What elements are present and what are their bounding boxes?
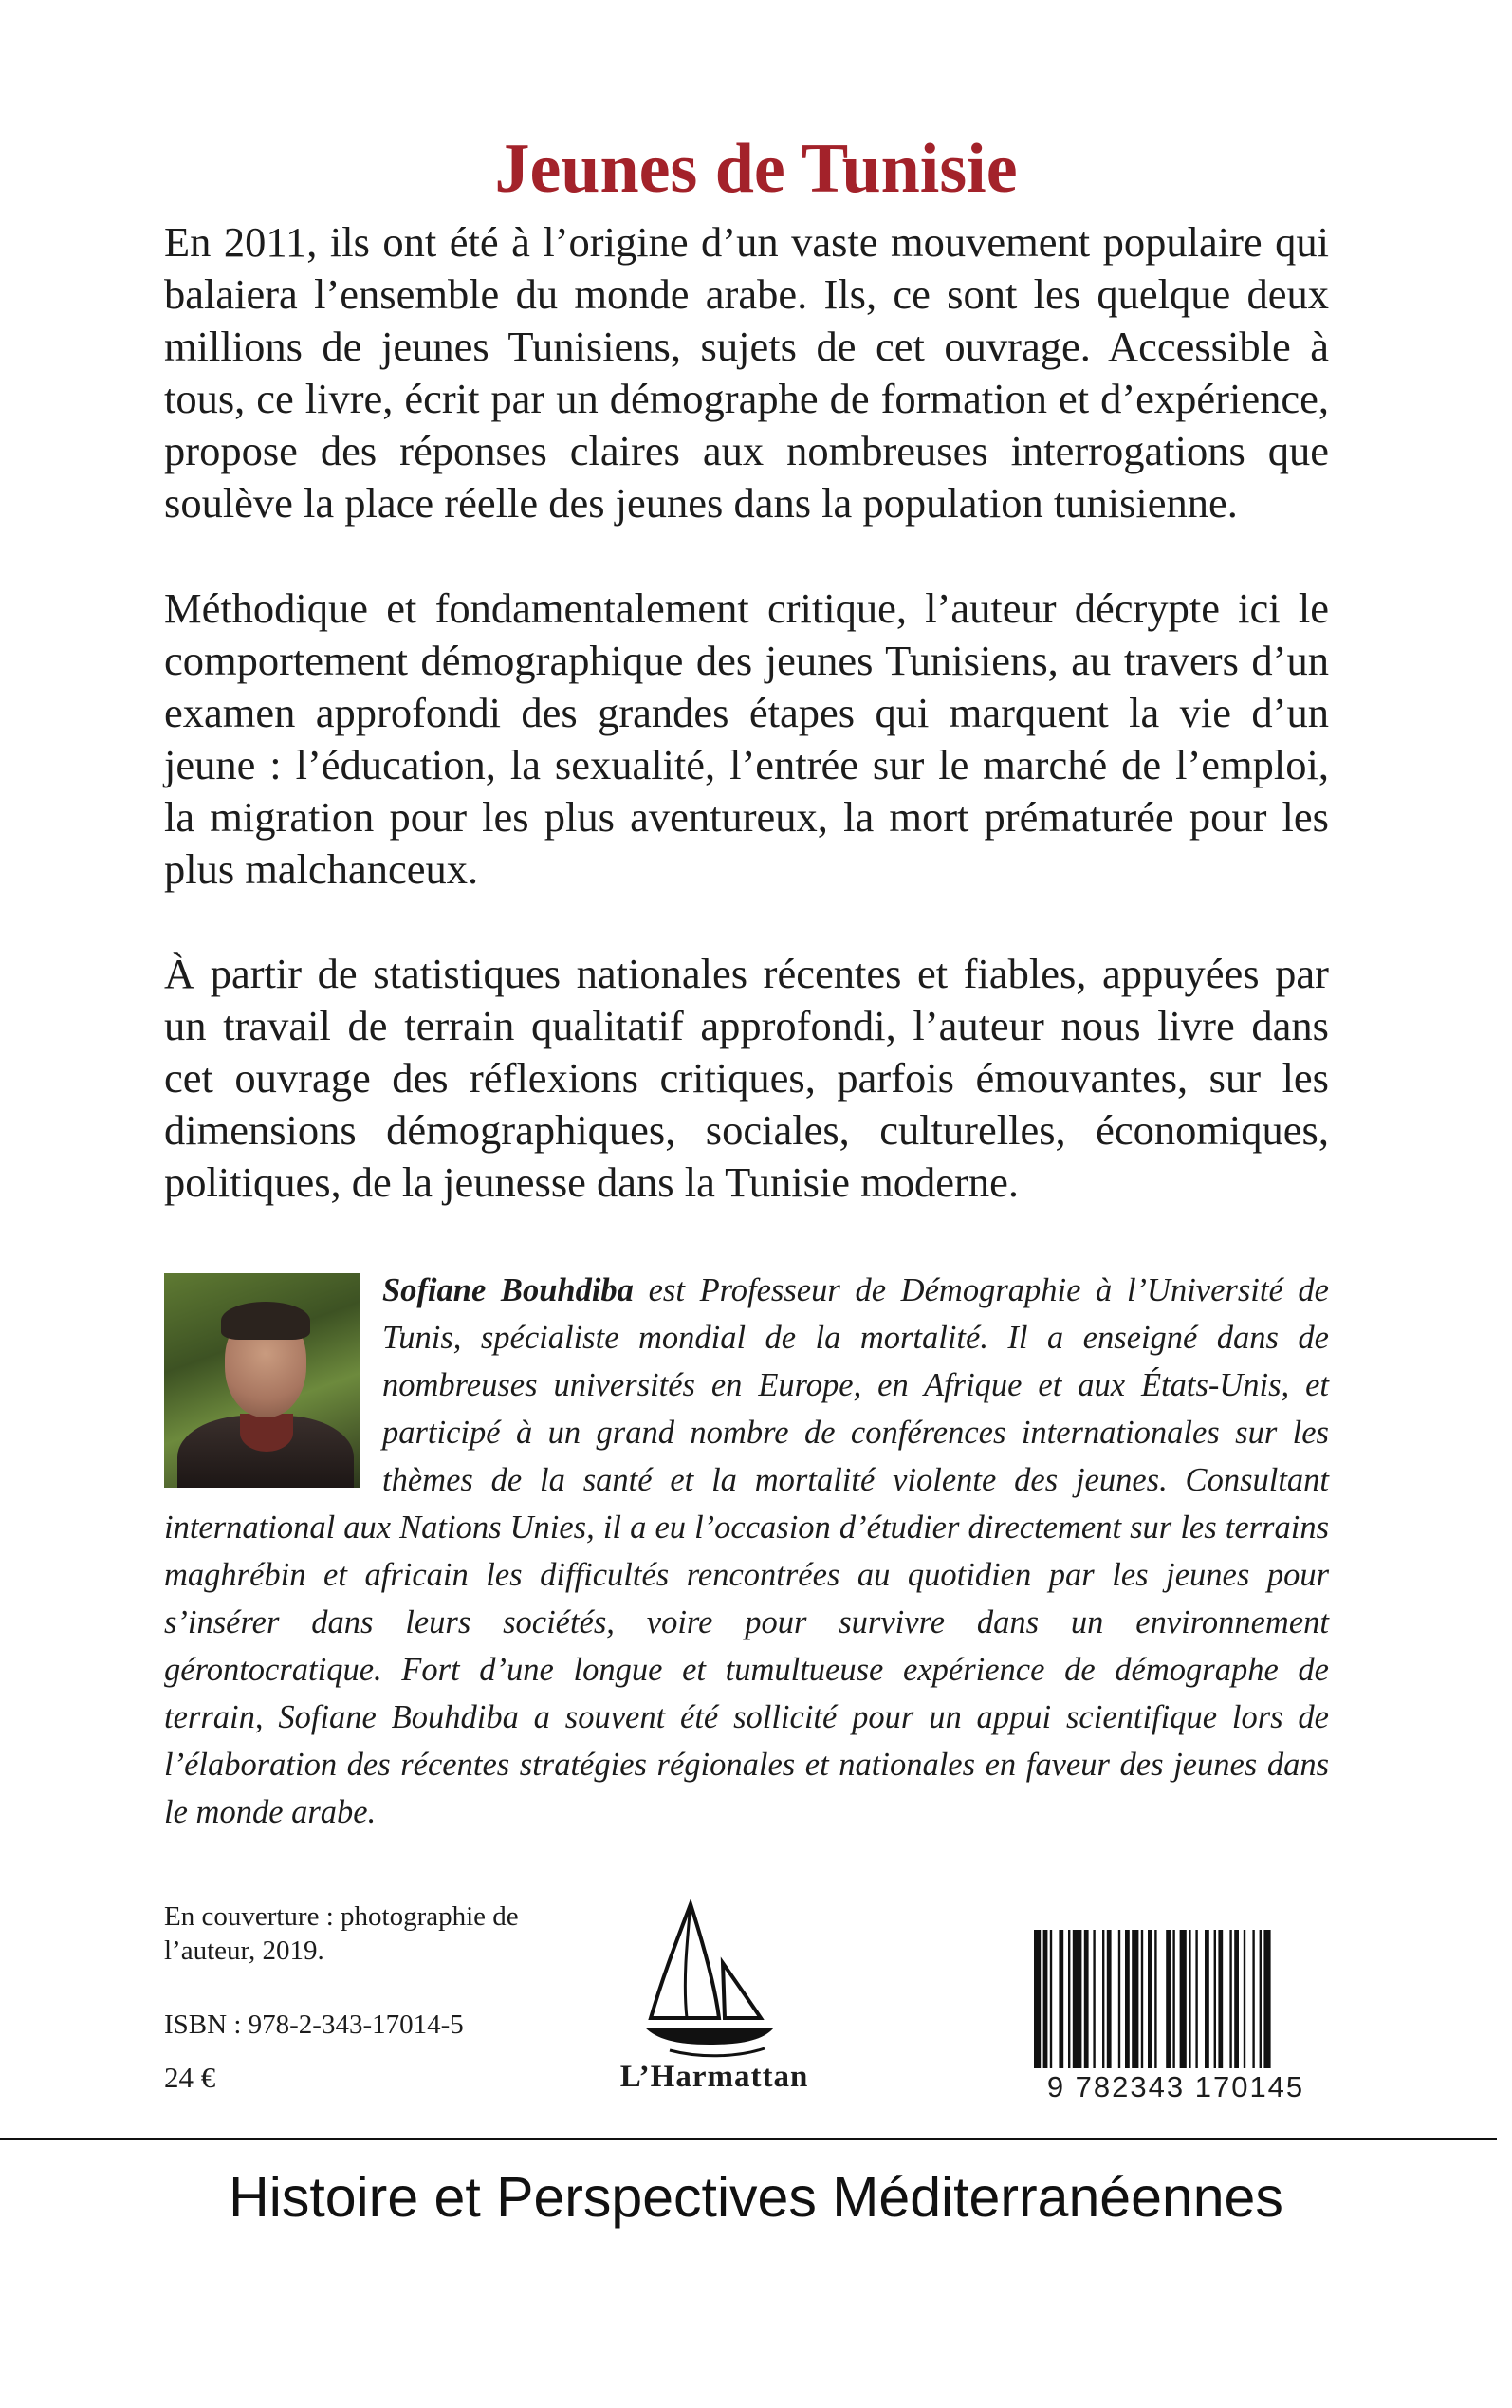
barcode-bar [1195, 1930, 1197, 2068]
barcode-bar [1102, 1930, 1104, 2068]
sailboat-icon [632, 1897, 797, 2060]
barcode-bar [1132, 1930, 1138, 2068]
author-name: Sofiane Bouhdiba [382, 1272, 634, 1308]
barcode-bar [1244, 1930, 1245, 2068]
barcode-bar [1043, 1930, 1048, 2068]
publisher-name: L’Harmattan [619, 2060, 809, 2094]
barcode-bar [1068, 1930, 1070, 2068]
barcode-bar [1263, 1930, 1270, 2068]
barcode-bar [1260, 1930, 1262, 2068]
barcode-bar [1073, 1930, 1082, 2068]
barcode-bar [1107, 1930, 1112, 2068]
summary-paragraph-2: Méthodique et fondamentalement critique, l’auteur décrypte ici le comportement démographique des jeunes Tunisiens, au travers d’un examen approfondi des grandes étapes qui marquent la vie d’un jeune : l’éducation, la sexualité, l’entrée sur le marché de l’emploi, la migration pour les plus aventureux, la mort prématurée pour les plus malchanceux. [164, 584, 1329, 893]
barcode-bar [1084, 1930, 1089, 2068]
barcode-bar [1118, 1930, 1120, 2068]
publisher-logo [596, 1897, 833, 2101]
isbn: ISBN : 978-2-343-17014-5 [164, 2010, 464, 2040]
barcode-bar [1229, 1930, 1231, 2068]
author-biography [164, 1267, 1329, 1836]
barcode-bar [1214, 1930, 1216, 2068]
book-title: Jeunes de Tunisie [494, 129, 1018, 208]
barcode-bar [1252, 1930, 1254, 2068]
cover-credit: En couverture : photographie de l’auteur, 2019. [164, 1901, 519, 1966]
author-photo [164, 1273, 360, 1488]
barcode-bar [1148, 1930, 1152, 2068]
isbn-barcode [1032, 1930, 1319, 2106]
price: 24 € [164, 2061, 216, 2094]
barcode-bar [1180, 1930, 1187, 2068]
author-bio-text: est Professeur de Démographie à l’Université de Tunis, spécialiste mondial de la mortalité. Il a enseigné dans de nombreuses universités en Europe, en Afrique et aux États-Unis, et participé à un grand nombre de conférences internationales sur les thèmes de la santé et la mortalité violente des jeunes. Consultant international aux Nations Unies, il a eu l’occasion d’étudier directement sur les terrains maghrébin et africain les difficultés rencontrées au quotidien par les jeunes pour s’insérer dans leurs sociétés, voire pour survivre dans un environnement gérontocratique. Fort d’une longue et tumultueuse expérience de démographe de terrain, Sofiane Bouhdiba a souvent été sollicité pour un appui scientifique lors de l’élaboration des récentes stratégies régionales et nationales en faveur des jeunes dans le monde arabe. [164, 1272, 1329, 1830]
barcode-bar [1189, 1930, 1190, 2068]
series-title: Histoire et Perspectives Méditerranéennes [229, 2166, 1283, 2229]
barcode-bar [1205, 1930, 1209, 2068]
barcode-bar [1050, 1930, 1052, 2068]
divider-line [0, 2138, 1497, 2140]
summary-paragraph-3: À partir de statistiques nationales récentes et fiables, appuyées par un travail de terrain qualitatif approfondi, l’auteur nous livre dans cet ouvrage des réflexions critiques, parfois émouvantes, sur les dimensions démographiques, sociales, culturelles, économiques, politiques, de la jeunesse dans la Tunisie moderne. [164, 950, 1329, 1206]
barcode-bar [1093, 1930, 1095, 2068]
barcode-bar [1218, 1930, 1223, 2068]
barcode-bars [1032, 1930, 1319, 2068]
barcode-bar [1166, 1930, 1171, 2068]
barcode-digits: 9 782343 170145 [1046, 2070, 1305, 2103]
barcode-bar [1125, 1930, 1130, 2068]
barcode-bar [1172, 1930, 1174, 2068]
barcode-bar [1034, 1930, 1041, 2068]
summary-paragraph-1: En 2011, ils ont été à l’origine d’un vaste mouvement populaire qui balaiera l’ensemble du monde arabe. Ils, ce sont les quelque deux millions de jeunes Tunisiens, sujets de cet ouvrage. Accessible à tous, ce livre, écrit par un démographe de formation et d’expérience, propose des réponses claires aux nombreuses interrogations que soulève la place réelle des jeunes dans la population tunisienne. [164, 218, 1329, 527]
barcode-bar [1059, 1930, 1063, 2068]
barcode-bar [1234, 1930, 1239, 2068]
barcode-bar [1141, 1930, 1143, 2068]
barcode-bar [1154, 1930, 1156, 2068]
